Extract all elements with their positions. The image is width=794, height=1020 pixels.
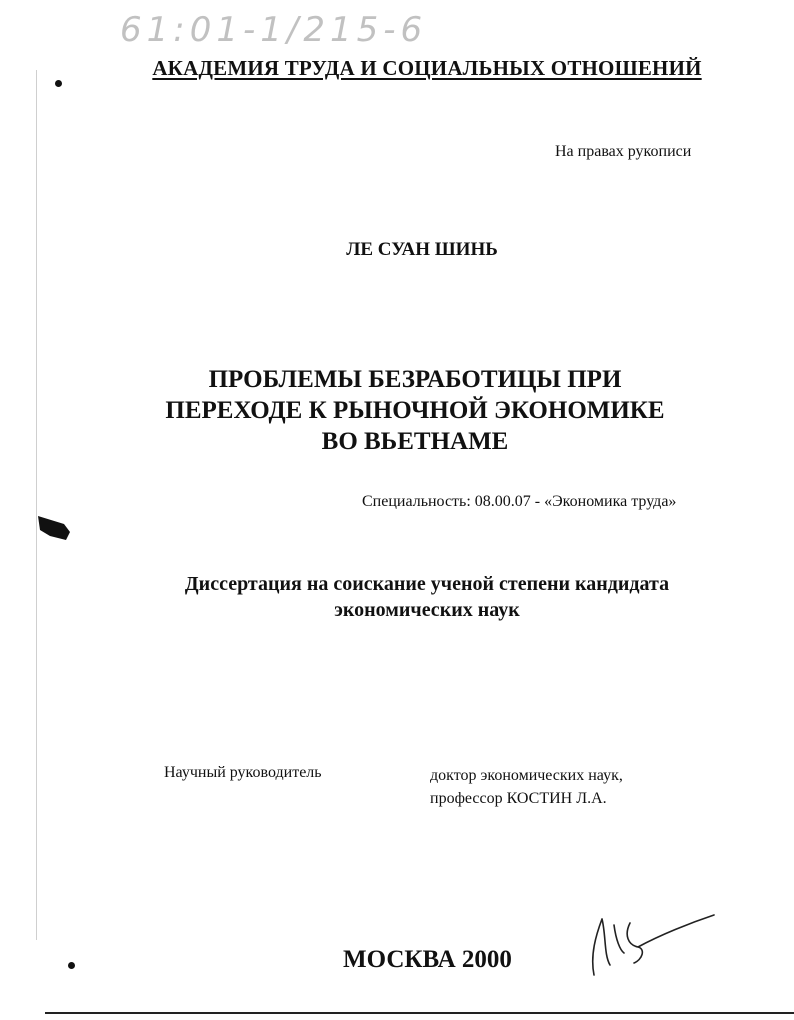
degree-statement — [30, 571, 794, 623]
scan-margin-line — [36, 70, 37, 940]
degree-line: Диссертация на соискание ученой степени кандидата — [184, 573, 670, 595]
academy-name: АКАДЕМИЯ ТРУДА И СОЦИАЛЬНЫХ ОТНОШЕНИЙ — [152, 56, 702, 80]
title-line: ПРОБЛЕМЫ БЕЗРАБОТИЦЫ ПРИ — [208, 366, 622, 393]
supervisor-info — [430, 764, 623, 810]
manuscript-note: На правах рукописи — [555, 143, 692, 160]
ink-blot-icon — [36, 510, 76, 550]
binding-hole-dot — [68, 962, 75, 969]
specialty: Специальность: 08.00.07 - «Экономика труда» — [362, 493, 677, 510]
supervisor-name: профессор КОСТИН Л.А. — [430, 790, 607, 807]
title-line: ВО ВЬЕТНАМЕ — [321, 428, 509, 455]
archive-stamp: 61:01-1/215-6 — [120, 10, 428, 50]
dissertation-title — [18, 364, 794, 457]
city-year: МОСКВА 2000 — [343, 946, 512, 973]
supervisor-degree: доктор экономических наук, — [430, 767, 623, 784]
author-name: ЛЕ СУАН ШИНЬ — [346, 239, 498, 260]
signature-icon — [580, 905, 720, 985]
supervisor-label: Научный руководитель — [164, 764, 322, 781]
degree-line: экономических наук — [334, 599, 520, 621]
title-line: ПЕРЕХОДЕ К РЫНОЧНОЙ ЭКОНОМИКЕ — [165, 397, 665, 424]
scan-bottom-edge — [45, 1012, 794, 1014]
binding-hole-dot — [55, 80, 62, 87]
